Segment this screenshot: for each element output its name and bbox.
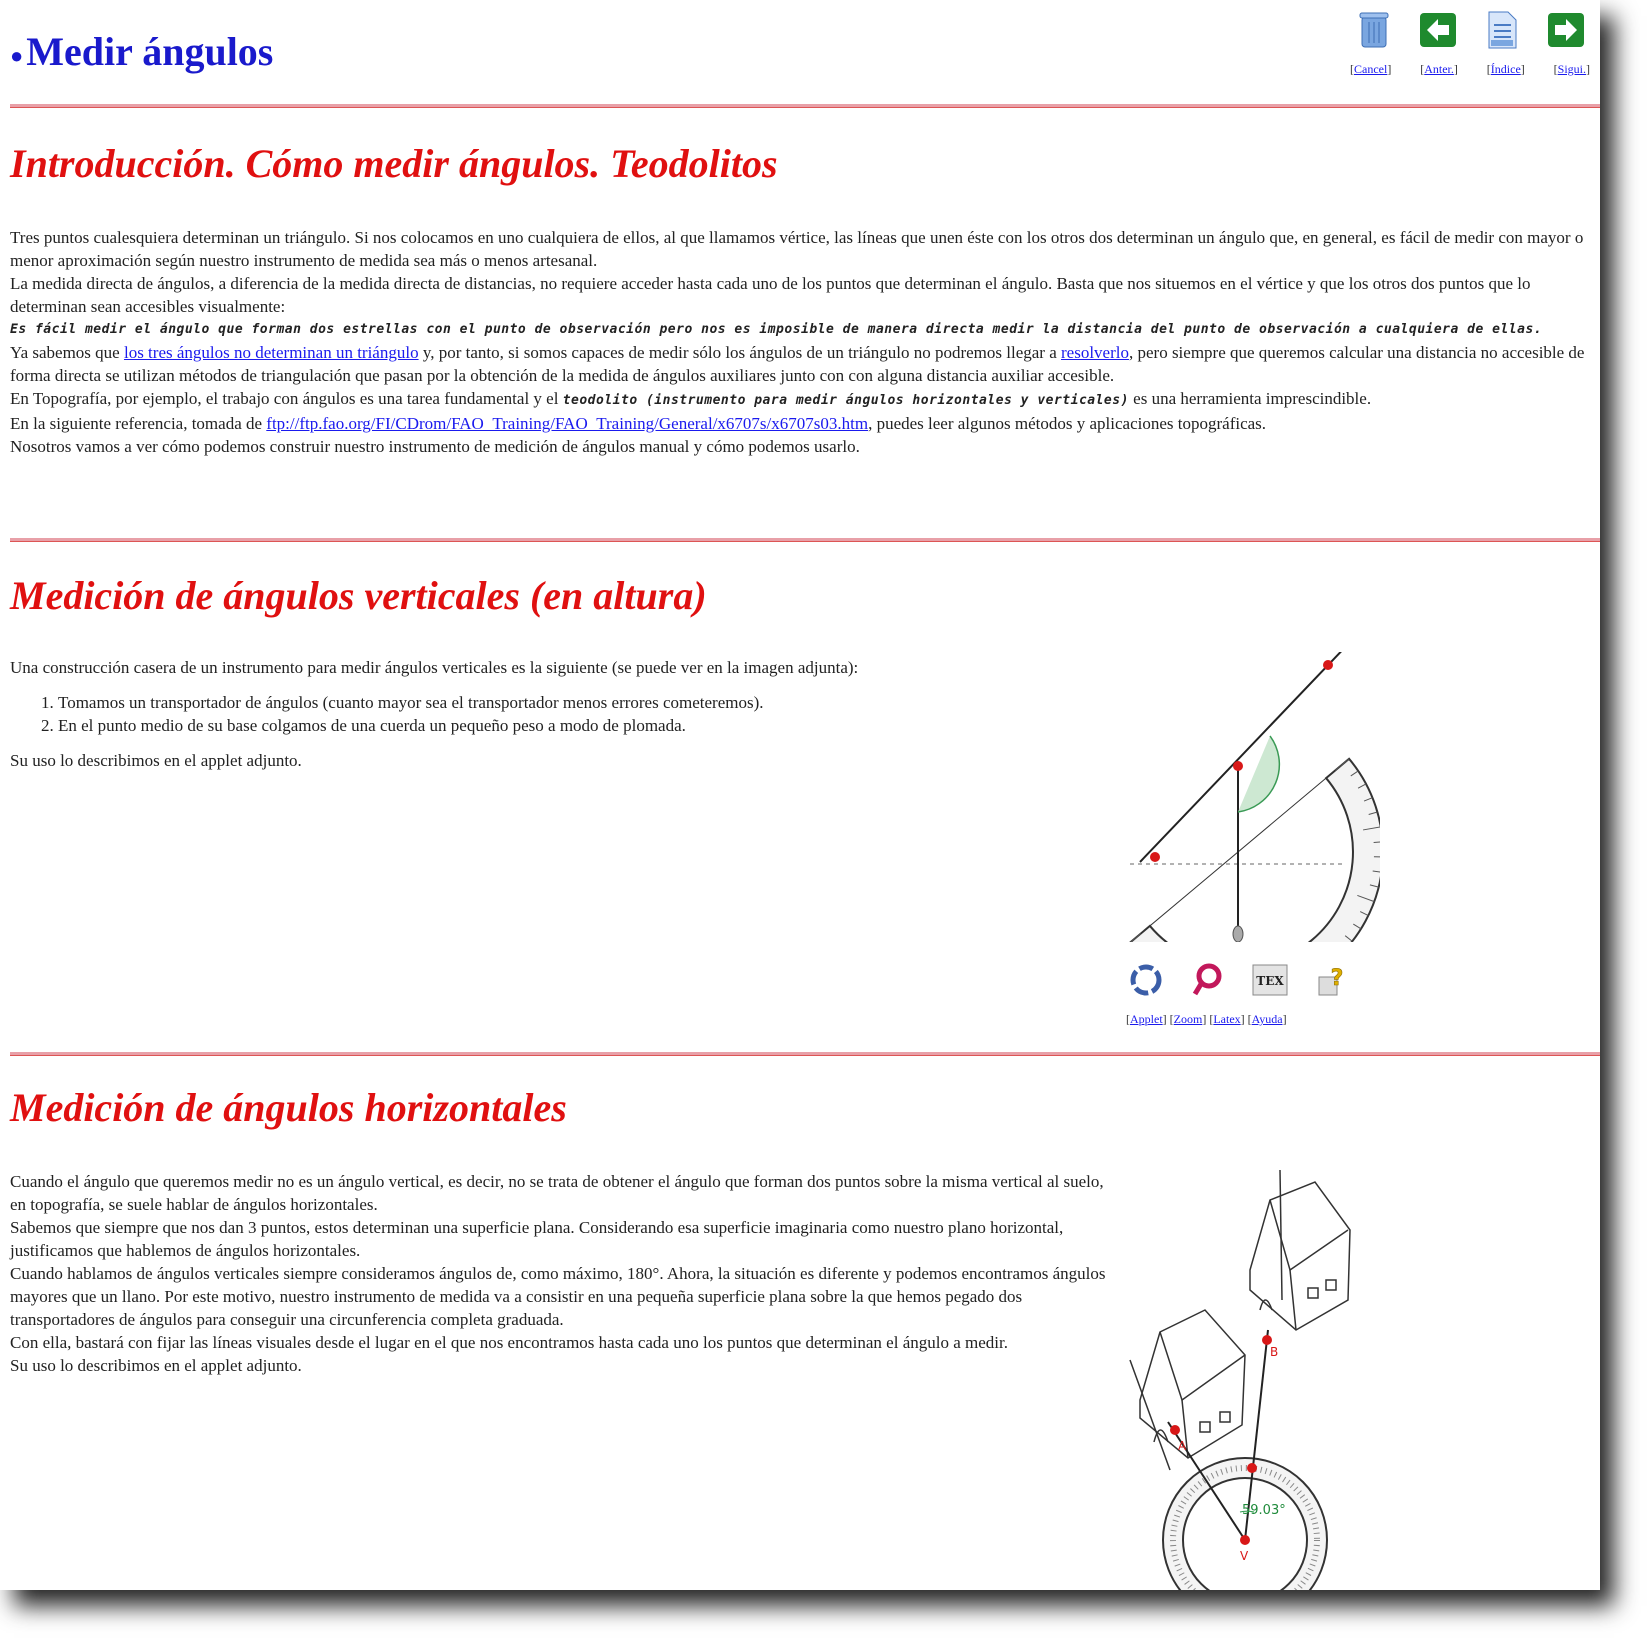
link-three-angles[interactable]: los tres ángulos no determinan un triángulo <box>123 343 419 362</box>
arrow-right-icon[interactable] <box>1546 10 1586 50</box>
help-icon[interactable] <box>1314 962 1350 998</box>
house-icon <box>1130 1310 1245 1470</box>
nav-links: [Cancel] [Anter.] [Índice] [Sigui.] <box>1350 62 1590 76</box>
reload-icon[interactable] <box>1128 962 1164 998</box>
intro-heading: Introducción. Cómo medir ángulos. Teodolitos <box>10 141 778 186</box>
vertical-paragraph: Su uso lo describimos en el applet adjunto. <box>10 751 302 770</box>
intro-body <box>10 226 1590 458</box>
intro-paragraph: Tres puntos cualesquiera determinan un triángulo. Si nos colocamos en uno cualquiera de ellos, al que llamamos vértice, las líneas que unen éste con los otros dos determinan un ángulo que, en general, es fácil de medir con mayor o menor aproximación según nuestro instrumento de medida sea más o menos artesanal. <box>10 228 1584 270</box>
nav-link-previous[interactable]: Anter. <box>1424 62 1454 76</box>
horizontal-paragraph: Con ella, bastará con fijar las líneas visuales desde el lugar en el que nos encontramos hasta cada uno los puntos que determinan el ángulo a medir. <box>10 1333 1008 1352</box>
horizontal-paragraph: Cuando hablamos de ángulos verticales siempre consideramos ángulos de, como máximo, 180°. Ahora, la situación es diferente y podemos encontramos ángulos mayores que un llano. Por este motivo, nuestro instrumento de medida va a consistir en una pequeña superficie plana sobre la que hemos pegado dos transportadores de ángulos para conseguir una circunferencia completa graduada. <box>10 1264 1106 1329</box>
divider <box>10 538 1600 542</box>
nav-link-index[interactable]: Índice <box>1490 62 1521 76</box>
horizontal-heading: Medición de ángulos horizontales <box>10 1085 567 1130</box>
point-label-v: V <box>1240 1549 1249 1563</box>
horizontal-applet-figure[interactable] <box>1120 1160 1380 1590</box>
nav-link-next[interactable]: Sigui. <box>1557 62 1586 76</box>
point-label-b: B <box>1270 1345 1279 1359</box>
divider <box>10 104 1600 108</box>
vertical-body <box>10 656 1070 772</box>
latex-label: TEX <box>1256 974 1284 988</box>
link-resolve[interactable]: resolverlo <box>1061 343 1129 362</box>
horizontal-paragraph: Cuando el ángulo que queremos medir no es un ángulo vertical, es decir, no se trata de obtener el ángulo que forman dos puntos sobre la misma vertical al suelo, en topografía, se suele hablar de ángulos horizontales. <box>10 1172 1104 1214</box>
house-icon <box>1250 1170 1350 1330</box>
svg-text:?: ? <box>1330 966 1344 991</box>
horizontal-paragraph: Su uso lo describimos en el applet adjunto. <box>10 1356 302 1375</box>
protractor-applet-figure[interactable] <box>1120 652 1380 942</box>
intro-paragraph: Nosotros vamos a ver cómo podemos construir nuestro instrumento de medición de ángulos manual y cómo podemos usarlo. <box>10 437 860 456</box>
intro-paragraph: En Topografía, por ejemplo, el trabajo con ángulos es una tarea fundamental y el teodolito (instrumento para medir ángulos horizontales y verticales) es una herramienta imprescindible. <box>10 389 1372 408</box>
vertical-heading: Medición de ángulos verticales (en altura) <box>10 573 707 618</box>
horizontal-paragraph: Sabemos que siempre que nos dan 3 puntos, estos determinan una superficie plana. Considerando esa superficie imaginaria como nuestro plano horizontal, justificamos que hablemos de ángulos horizontales. <box>10 1218 1064 1260</box>
list-item: 2. En el punto medio de su base colgamos de una cuerda un pequeño peso a modo de plomada. <box>58 714 1070 737</box>
applet-link-applet[interactable]: Applet <box>1130 1012 1163 1026</box>
trash-icon[interactable] <box>1354 10 1394 50</box>
intro-paragraph: Ya sabemos que los tres ángulos no determinan un triángulo y, por tanto, si somos capaces de medir sólo los ángulos de un triángulo no podremos llegar a resolverlo, pero siempre que queremos calcular una distancia no accesible de forma directa se utilizan métodos de triangulación que pasan por la obtención de la medida de ángulos auxiliares junto con con alguna distancia auxiliar accesible. <box>10 343 1585 385</box>
applet-links: [Applet] [Zoom] [Latex] [Ayuda] <box>1126 1012 1287 1026</box>
latex-icon[interactable] <box>1252 962 1288 998</box>
applet-link-zoom[interactable]: Zoom <box>1173 1012 1203 1026</box>
applet-link-latex[interactable]: Latex <box>1213 1012 1241 1026</box>
nav-toolbar <box>1350 10 1590 77</box>
document-icon[interactable] <box>1482 10 1522 50</box>
intro-paragraph: La medida directa de ángulos, a diferencia de la medida directa de distancias, no requiere acceder hasta cada uno de los puntos que determinan el ángulo. Basta que nos situemos en el vértice y que los otros dos puntos que lo determinan sean accesibles visualmente: <box>10 274 1531 316</box>
vertical-paragraph: Una construcción casera de un instrumento para medir ángulos verticales es la siguiente (se puede ver en la imagen adjunta): <box>10 658 859 677</box>
nav-link-cancel[interactable]: Cancel <box>1354 62 1388 76</box>
theodolite-definition: teodolito (instrumento para medir ángulos horizontales y verticales) <box>562 393 1129 408</box>
intro-example: Es fácil medir el ángulo que forman dos estrellas con el punto de observación pero nos es imposible de manera directa medir la distancia del punto de observación a cualquiera de ellas. <box>10 322 1543 337</box>
angle-label: 59.03° <box>1242 1503 1286 1518</box>
applet-link-help[interactable]: Ayuda <box>1251 1012 1283 1026</box>
zoom-icon[interactable] <box>1190 962 1226 998</box>
page-title-text: Medir ángulos <box>26 29 274 74</box>
vertical-steps <box>10 691 1070 737</box>
title-bullet: ● <box>10 42 24 68</box>
arrow-left-icon[interactable] <box>1418 10 1458 50</box>
point-label-a: A <box>1178 1439 1187 1453</box>
intro-paragraph: En la siguiente referencia, tomada de ftp://ftp.fao.org/FI/CDrom/FAO_Training/FAO_Training/General/x6707s/x6707s03.htm, puedes leer algunos métodos y aplicaciones topográficas. <box>10 414 1267 433</box>
page-title <box>10 28 273 75</box>
link-fao-reference[interactable]: ftp://ftp.fao.org/FI/CDrom/FAO_Training/FAO_Training/General/x6707s/x6707s03.htm <box>266 414 869 433</box>
list-item: 1. Tomamos un transportador de ángulos (cuanto mayor sea el transportador menos errores cometeremos). <box>58 691 1070 714</box>
applet-toolbar <box>1128 962 1350 998</box>
circular-protractor <box>1163 1458 1327 1590</box>
divider <box>10 1052 1600 1056</box>
horizontal-body <box>10 1170 1110 1377</box>
